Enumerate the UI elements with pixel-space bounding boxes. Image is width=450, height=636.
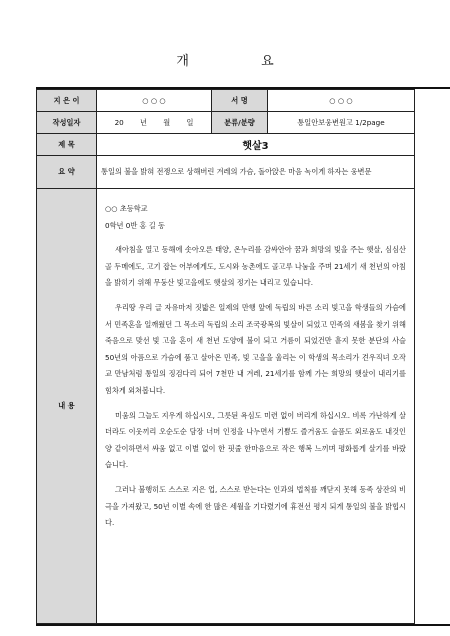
paragraph: 새아침을 열고 동해에 솟아오른 태양, 온누리를 감싸안아 꿈과 희망의 빛을 주는 햇살, 심심산골 두메에도, 고기 잡는 어부에게도, 도시와 농촌에도 골고루 나눔을 주며 21세기 새 천년의 아침을 밝히기 위해 무둥산 빛고을에도 햇살의 정기는 내리고 있습니다. <box>105 245 406 288</box>
document-title: 개 요 <box>176 54 308 69</box>
date-label: 작성일자 <box>37 112 97 134</box>
overview-table <box>36 89 415 624</box>
content-body <box>97 189 415 624</box>
paragraph: 그러나 불행히도 스스로 지은 업, 스스로 받는다는 인과의 법칙를 깨닫지 못해 동족 상잔의 비극을 가져왔고, 50년 이별 속에 한 많은 세월을 기다렸기에 휴전선 평지 되게 통일의 불을 밝힙시다. <box>105 484 406 528</box>
subject-row <box>37 134 415 156</box>
paragraph: 우리땅 우리 글 자유마저 짓밟은 일제의 만행 앞에 독립의 바른 소리 빛고을 학생들의 가슴에서 민족혼을 일깨웠던 그 목소리 독립의 소리 조국광복의 빛살이 되었고 민족의 새봄을 찾기 위해 죽음으로 맞선 빛 고을 혼이 새 천년 도양에 불이 되고 거름이 되었건만 흩지 못한 분단의 사슬 50년의 아픔으로 가슴에 품고 살아온 민족, 빛 고을을 울리는 이 학생의 목소리가 견우직녀 오작교 만남처럼 통일의 징검다리 되어 7천만 내 겨레, 21세기를 함께 가는 희망의 햇살이 내리기를 힘차게 외쳐봅니다. <box>105 302 406 395</box>
date-row <box>37 112 415 134</box>
summary-row <box>37 156 415 189</box>
summary-label: 요 약 <box>37 156 97 189</box>
category-label: 분류/분량 <box>212 112 268 134</box>
content-label: 내 용 <box>37 189 97 624</box>
reviewer-label: 서 명 <box>212 90 268 112</box>
date-value: 20 년 월 일 <box>97 112 212 134</box>
paragraph: 미움의 그늘도 지우게 하십시오, 그릇된 욕심도 미련 없이 버리게 하십시오. 비록 가난하게 살더라도 이웃끼리 오순도순 담장 너머 인정을 나누면서 기쁨도 즐거움도 슬픔도 외로움도 내것인양 같이하면서 싸움 없고 이별 없이 한 핏줄 한마음으로 작은 행복 느끼며 평화롭게 살기를 바랐습니다. <box>105 410 406 470</box>
category-value: 통일안보웅변원고 1/2page <box>268 112 415 134</box>
author-row <box>37 90 415 112</box>
student-line: 0학년 0반 홍 길 동 <box>105 220 165 230</box>
school-line: ○○ 초등학교 <box>105 204 148 213</box>
summary-value: 통일의 불을 밝혀 전쟁으로 상해버린 겨레의 가슴, 돌아앉은 마음 녹이게 하자는 웅변문 <box>97 156 415 189</box>
reviewer-value: ○ ○ ○ <box>268 90 415 112</box>
author-label: 지 은 이 <box>37 90 97 112</box>
author-value: ○ ○ ○ <box>97 90 212 112</box>
content-row <box>37 189 415 624</box>
overview-form <box>36 87 450 626</box>
subject-value: 햇살3 <box>97 134 415 156</box>
subject-label: 제 목 <box>37 134 97 156</box>
